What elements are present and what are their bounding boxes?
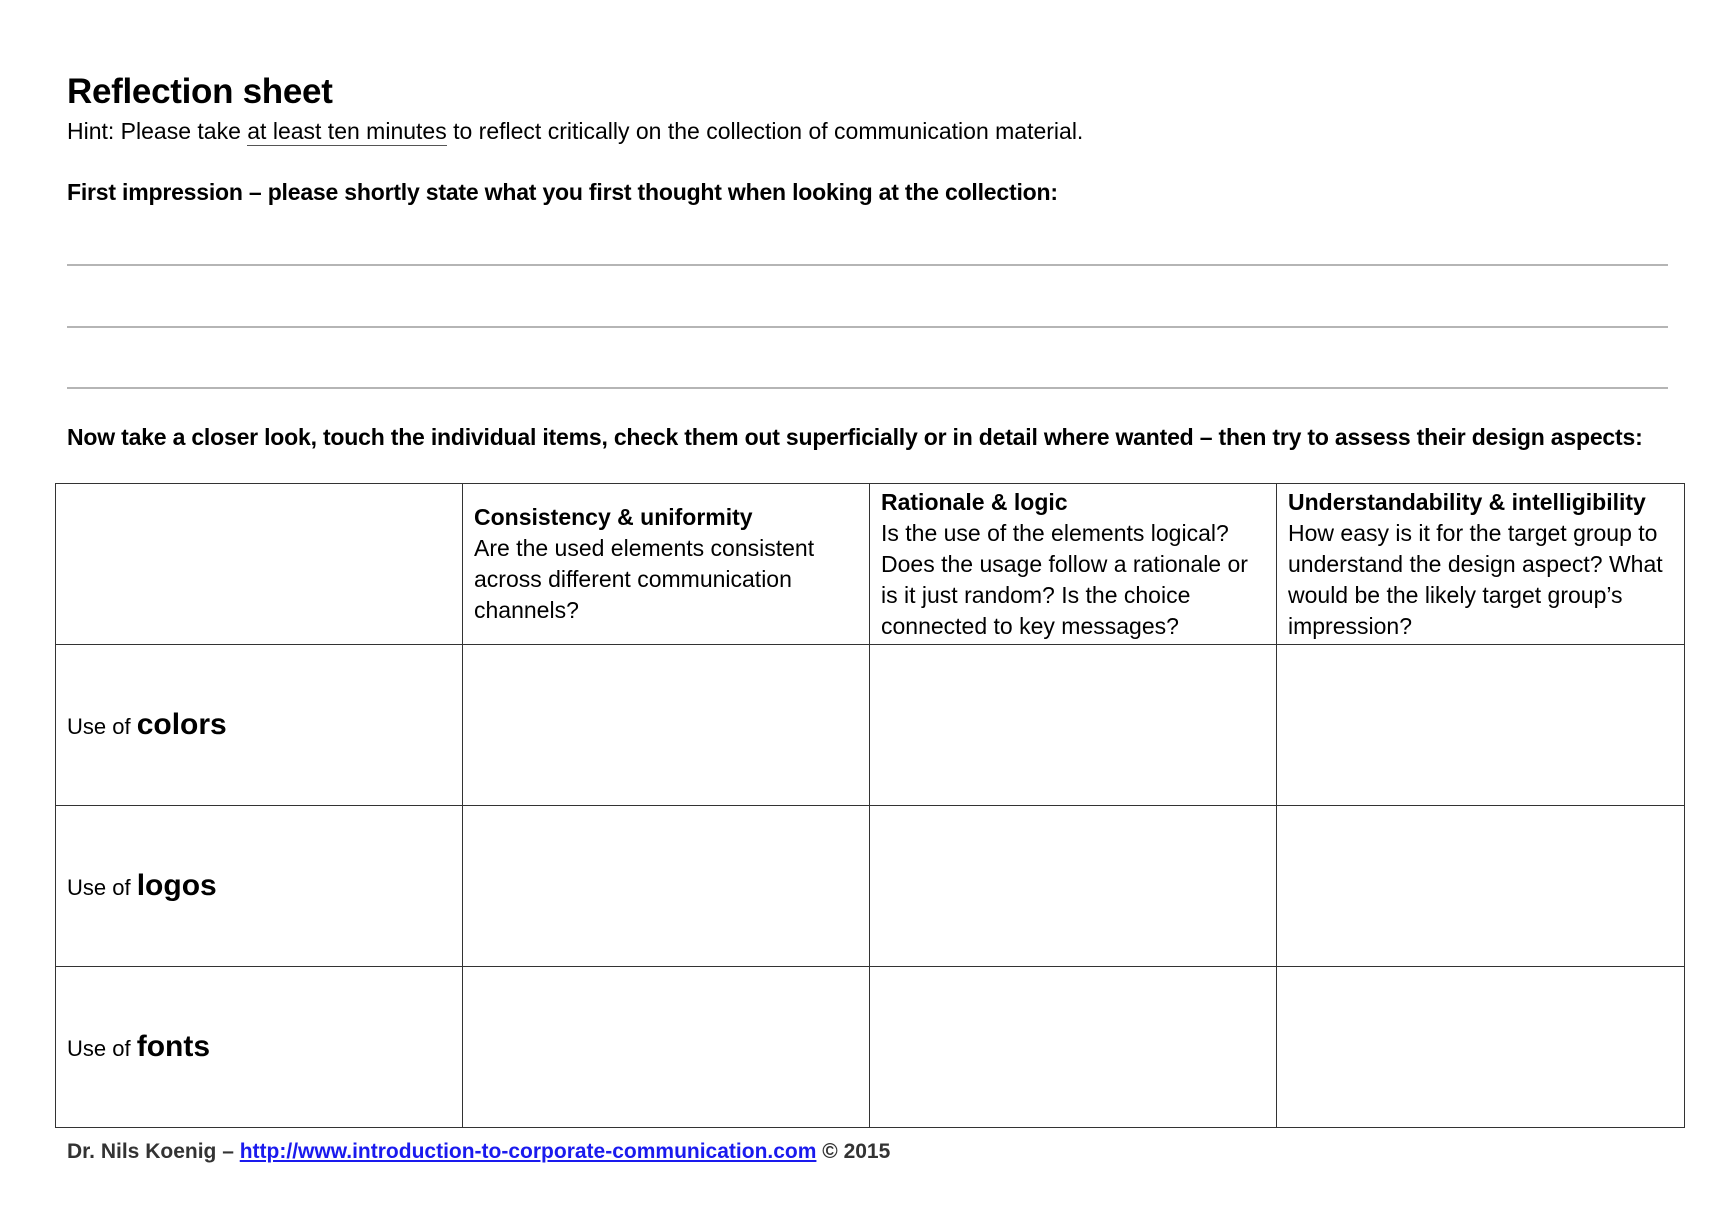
row-label-key: logos [136, 868, 217, 902]
hint-underlined: at least ten minutes [247, 118, 447, 144]
answer-cell-fonts-consistency[interactable] [463, 967, 870, 1128]
answer-cell-colors-rationale[interactable] [870, 645, 1277, 806]
column-header-consistency [463, 484, 870, 645]
column-header-understandability [1277, 484, 1685, 645]
row-label-fonts [56, 967, 463, 1128]
footer [67, 1140, 890, 1164]
answer-cell-logos-consistency[interactable] [463, 806, 870, 967]
table-header-row [56, 484, 1685, 645]
column-description: How easy is it for the target group to understand the design aspect? What would be the likely target group’s impression? [1288, 519, 1663, 639]
column-description: Is the use of the elements logical? Does the usage follow a rationale or is it just random? Is the choice connected to key messages? [881, 519, 1248, 639]
row-label-key: colors [136, 707, 227, 741]
answer-cell-fonts-understandability[interactable] [1277, 967, 1685, 1128]
answer-line-1[interactable] [67, 264, 1668, 266]
first-impression-prompt: First impression – please shortly state what you first thought when looking at the collection: [67, 179, 1058, 205]
row-label-logos [56, 806, 463, 967]
row-label-prefix: Use of [67, 713, 137, 739]
answer-cell-logos-understandability[interactable] [1277, 806, 1685, 967]
answer-cell-logos-rationale[interactable] [870, 806, 1277, 967]
empty-corner-cell [56, 484, 463, 645]
answer-cell-fonts-rationale[interactable] [870, 967, 1277, 1128]
hint-before: Hint: Please take [67, 118, 248, 144]
column-description: Are the used elements consistent across different communication channels? [474, 535, 815, 623]
column-header-rationale [870, 484, 1277, 645]
answer-line-2[interactable] [67, 326, 1668, 328]
answer-line-3[interactable] [67, 387, 1668, 389]
row-label-key: fonts [136, 1029, 211, 1063]
row-label-prefix: Use of [67, 1035, 137, 1061]
hint-text [67, 118, 1083, 145]
column-title: Consistency & uniformity [474, 504, 753, 530]
footer-copyright: © 2015 [816, 1140, 891, 1163]
table-row-colors [56, 645, 1685, 806]
page-title: Reflection sheet [67, 72, 333, 111]
table-row-fonts [56, 967, 1685, 1128]
footer-link[interactable]: http://www.introduction-to-corporate-communication.com [239, 1140, 817, 1163]
column-title: Rationale & logic [881, 488, 1068, 515]
answer-cell-colors-consistency[interactable] [463, 645, 870, 806]
row-label-prefix: Use of [67, 874, 137, 900]
hint-after: to reflect critically on the collection of communication material. [446, 118, 1084, 144]
row-label-colors [56, 645, 463, 806]
footer-author: Dr. Nils Koenig – [67, 1140, 240, 1163]
closer-look-prompt: Now take a closer look, touch the individual items, check them out superficially or in detail where wanted – then try to assess their design aspects: [67, 424, 1643, 450]
assessment-table [55, 483, 1685, 1128]
table-row-logos [56, 806, 1685, 967]
answer-cell-colors-understandability[interactable] [1277, 645, 1685, 806]
column-title: Understandability & intelligibility [1288, 488, 1646, 515]
